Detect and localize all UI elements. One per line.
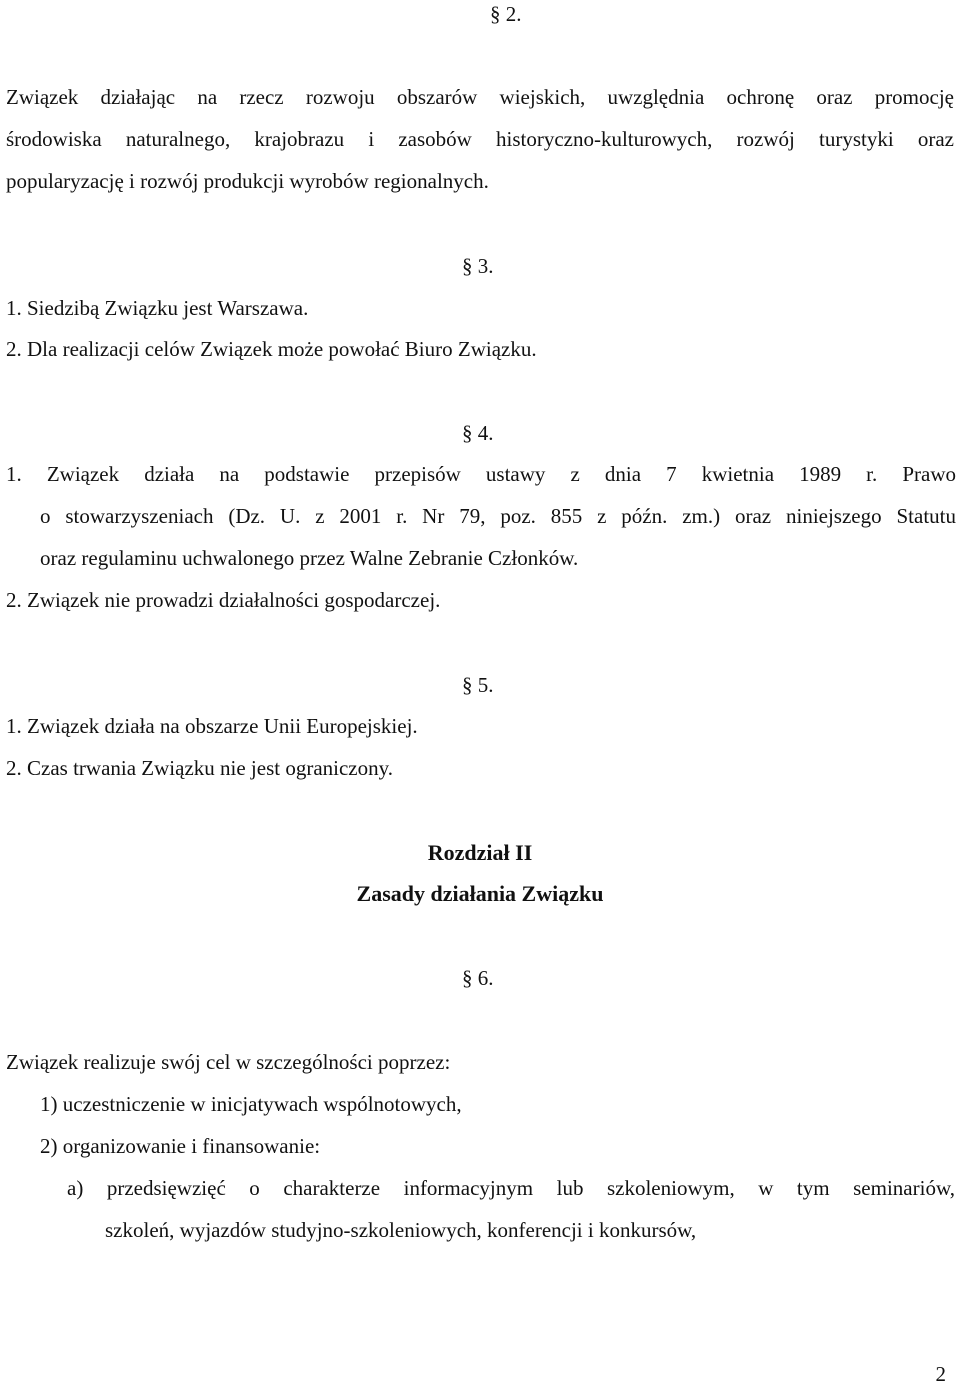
section-4-item-2: 2. Związek nie prowadzi działalności gospodarczej. — [6, 588, 441, 612]
section-4-item-1-line-1: 1. Związek działa na podstawie przepisów ustawy z dnia 7 kwietnia 1989 r. Prawo — [6, 462, 956, 486]
section-5-item-2: 2. Czas trwania Związku nie jest ograniczony. — [6, 756, 394, 780]
page-number: 2 — [935, 1362, 946, 1386]
section-6-item-1: 1) uczestniczenie w inicjatywach wspólnotowych, — [40, 1092, 462, 1116]
section-3-heading: § 3. — [462, 254, 494, 278]
section-3-item-2: 2. Dla realizacji celów Związek może powołać Biuro Związku. — [6, 337, 537, 361]
section-6-item-a-line-2: szkoleń, wyjazdów studyjno-szkoleniowych, konferencji i konkursów, — [105, 1218, 697, 1242]
section-5-heading: § 5. — [462, 673, 494, 697]
section-6-intro: Związek realizuje swój cel w szczególności poprzez: — [6, 1050, 451, 1074]
section-2-line-2: środowiska naturalnego, krajobrazu i zasobów historyczno-kulturowych, rozwój turystyki oraz — [6, 127, 954, 151]
section-6-item-a-line-1: a) przedsięwzięć o charakterze informacyjnym lub szkoleniowym, w tym seminariów, — [67, 1176, 955, 1200]
section-6-item-2: 2) organizowanie i finansowanie: — [40, 1134, 321, 1158]
section-3-item-1: 1. Siedzibą Związku jest Warszawa. — [6, 296, 309, 320]
chapter-subtitle: Zasady działania Związku — [356, 881, 604, 906]
section-2-line-3: popularyzację i rozwój produkcji wyrobów regionalnych. — [6, 169, 489, 193]
section-5-item-1: 1. Związek działa na obszarze Unii Europejskiej. — [6, 714, 418, 738]
section-2-heading: § 2. — [490, 2, 522, 26]
section-4-heading: § 4. — [462, 421, 494, 445]
chapter-title: Rozdział II — [427, 840, 533, 865]
section-4-item-1-line-3: oraz regulaminu uchwalonego przez Walne Zebranie Członków. — [40, 546, 579, 570]
section-6-heading: § 6. — [462, 966, 494, 990]
section-2-line-1: Związek działając na rzecz rozwoju obszarów wiejskich, uwzględnia ochronę oraz promocję — [6, 85, 954, 109]
section-4-item-1-line-2: o stowarzyszeniach (Dz. U. z 2001 r. Nr 79, poz. 855 z późn. zm.) oraz niniejszego Statutu — [40, 504, 956, 528]
